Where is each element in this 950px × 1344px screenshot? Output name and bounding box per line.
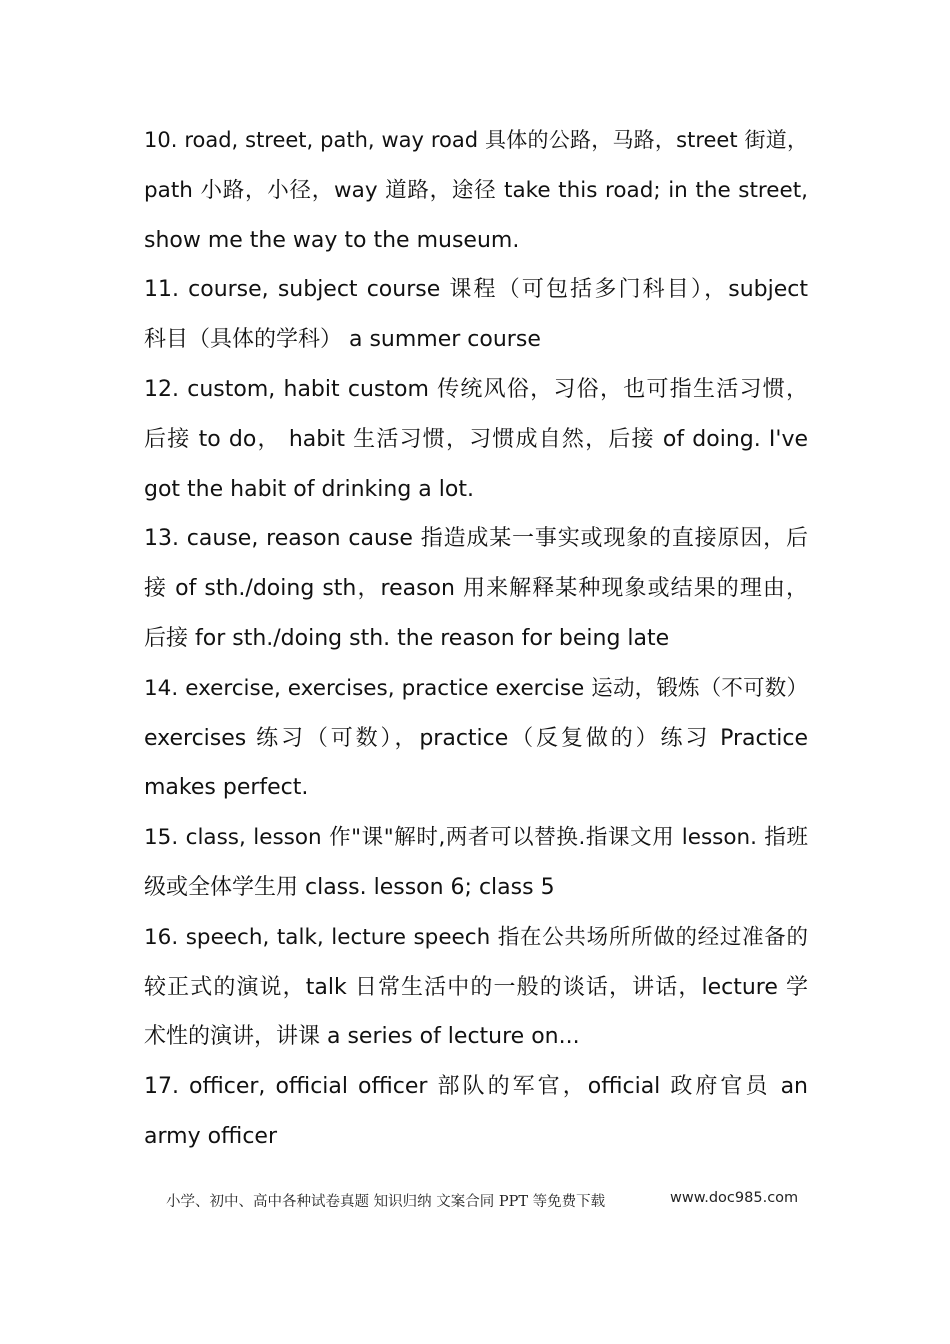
text-line: 后接 for sth./doing sth. the reason for being late (144, 625, 670, 651)
text-line: exercises 练习（可数），practice（反复做的）练习 Practice (144, 725, 808, 751)
text-line: show me the way to the museum. (144, 227, 520, 253)
text-line: 术性的演讲，讲课 a series of lecture on... (144, 1024, 580, 1050)
text-line: 11. course, subject course 课程（可包括多门科目），subject (144, 277, 808, 303)
text-line: 13. cause, reason cause 指造成某一事实或现象的直接原因，后 (144, 526, 808, 552)
text-line: 较正式的演说，talk 日常生活中的一般的谈话，讲话，lecture 学 (144, 974, 808, 1000)
text-line: 科目（具体的学科） a summer course (144, 327, 541, 353)
text-line: 级或全体学生用 class. lesson 6; class 5 (144, 874, 555, 900)
text-line: 16. speech, talk, lecture speech 指在公共场所所做的经过准备的 (144, 924, 808, 950)
footer-url: www.doc985.com (670, 1190, 799, 1206)
document-body (144, 116, 808, 1162)
text-line: 后接 to do， habit 生活习惯，习惯成自然，后接 of doing. I've (144, 426, 808, 452)
text-line: 接 of sth./doing sth，reason 用来解释某种现象或结果的理由， (144, 576, 808, 602)
text-line: 10. road, street, path, way road 具体的公路，马路，street 街道， (144, 128, 808, 152)
text-line: 14. exercise, exercises, practice exercise 运动，锻炼（不可数） (144, 675, 808, 701)
text-line: army officer (144, 1123, 277, 1149)
footer-text: 小学、初中、高中各种试卷真题 知识归纳 文案合同 PPT 等免费下载 (166, 1194, 606, 1210)
text-line: path 小路，小径，way 道路，途径 take this road; in the street, (144, 177, 808, 203)
text-line: 12. custom, habit custom 传统风俗，习俗，也可指生活习惯， (144, 376, 808, 402)
text-line: 15. class, lesson 作"课"解时,两者可以替换.指课文用 lesson. 指班 (144, 825, 808, 851)
text-line: 17. officer, official officer 部队的军官，official 政府官员 an (144, 1074, 808, 1100)
text-line: makes perfect. (144, 775, 309, 801)
page-footer (0, 1186, 950, 1216)
text-line: got the habit of drinking a lot. (144, 476, 474, 502)
